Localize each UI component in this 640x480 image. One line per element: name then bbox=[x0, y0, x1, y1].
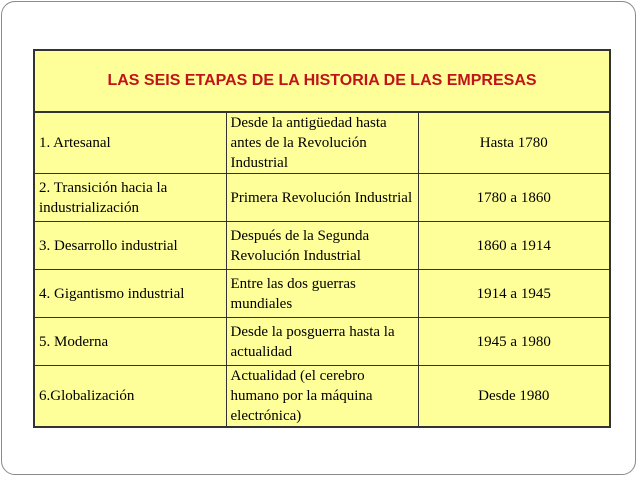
stage-name: 1. Artesanal bbox=[34, 112, 226, 174]
stage-name: 4. Gigantismo industrial bbox=[34, 270, 226, 318]
stage-description: Primera Revolución Industrial bbox=[226, 174, 418, 222]
stage-name: 3. Desarrollo industrial bbox=[34, 222, 226, 270]
stage-description: Después de la Segunda Revolución Industrial bbox=[226, 222, 418, 270]
table-title-row bbox=[34, 50, 610, 112]
table-row bbox=[34, 112, 610, 174]
table-row bbox=[34, 318, 610, 366]
stage-description: Desde la posguerra hasta la actualidad bbox=[226, 318, 418, 366]
table-row bbox=[34, 222, 610, 270]
stage-period: 1945 a 1980 bbox=[418, 318, 610, 366]
table-title: LAS SEIS ETAPAS DE LA HISTORIA DE LAS EMPRESAS bbox=[34, 50, 610, 112]
stage-description: Actualidad (el cerebro humano por la máquina electrónica) bbox=[226, 366, 418, 428]
stage-period: Hasta 1780 bbox=[418, 112, 610, 174]
stage-description: Desde la antigüedad hasta antes de la Revolución Industrial bbox=[226, 112, 418, 174]
stage-name: 5. Moderna bbox=[34, 318, 226, 366]
table-row bbox=[34, 174, 610, 222]
slide bbox=[1, 1, 636, 475]
stage-period: 1780 a 1860 bbox=[418, 174, 610, 222]
stage-period: 1914 a 1945 bbox=[418, 270, 610, 318]
stage-name: 2. Transición hacia la industrialización bbox=[34, 174, 226, 222]
stage-period: 1860 a 1914 bbox=[418, 222, 610, 270]
table-row bbox=[34, 270, 610, 318]
stage-name: 6.Globalización bbox=[34, 366, 226, 428]
stages-table bbox=[33, 49, 611, 428]
table-row bbox=[34, 366, 610, 428]
stage-period: Desde 1980 bbox=[418, 366, 610, 428]
stage-description: Entre las dos guerras mundiales bbox=[226, 270, 418, 318]
